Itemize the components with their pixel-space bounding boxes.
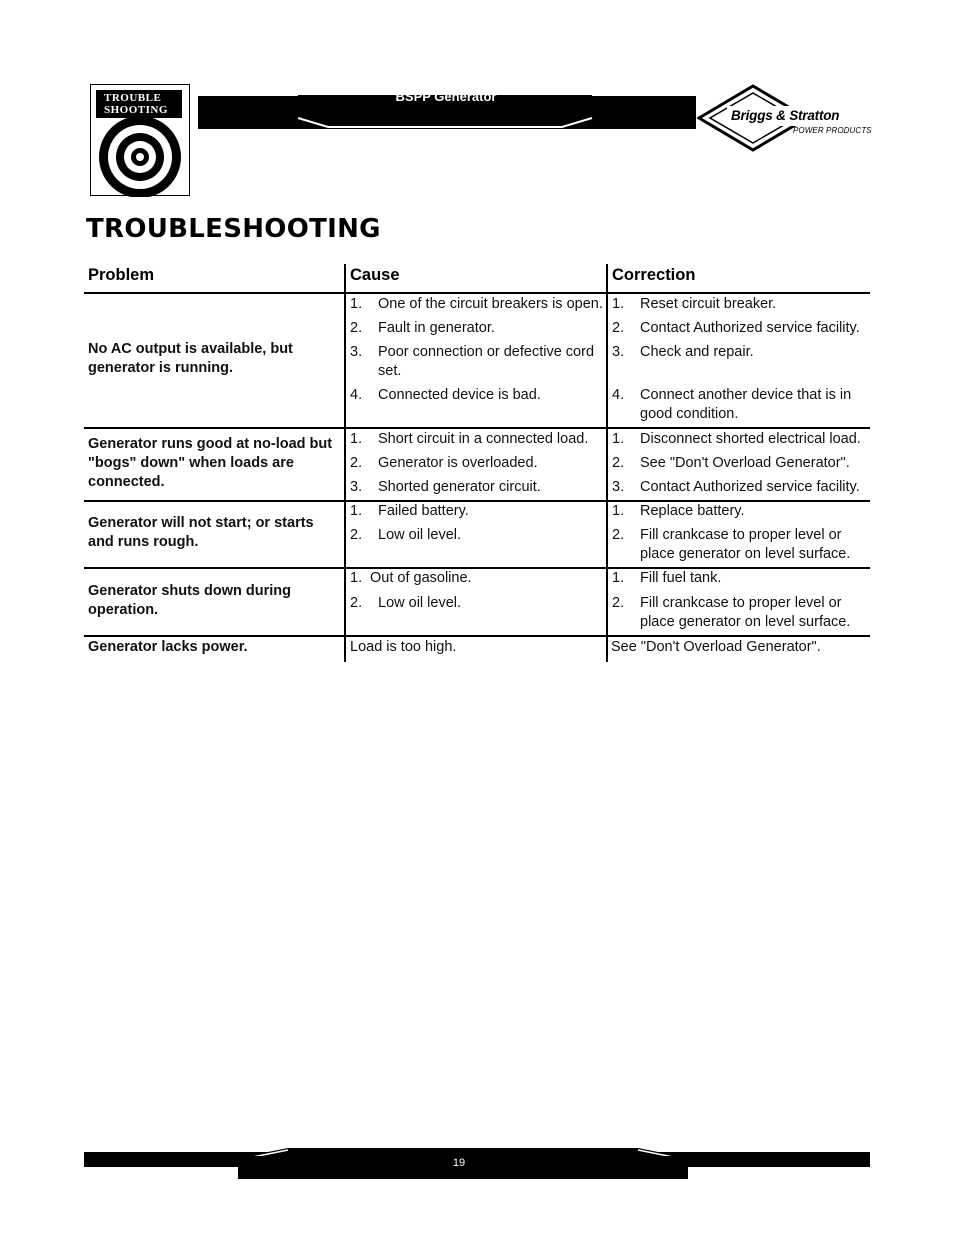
column-divider (344, 264, 346, 662)
correction-num: 1. (612, 296, 625, 312)
cause-num: 1. (350, 431, 363, 447)
cause-text: Failed battery. (378, 503, 469, 519)
cause-text: Shorted generator circuit. (378, 479, 541, 495)
problem-cell: Generator runs good at no-load but "bogs" down" when loads are connected. (88, 436, 333, 490)
cause-text: Generator is overloaded. (378, 455, 538, 471)
correction-num: 2. (612, 527, 625, 543)
badge-line2: SHOOTING (104, 104, 168, 116)
cause-num: 1. (350, 503, 363, 519)
correction-text: See "Don't Overload Generator". (640, 455, 850, 471)
header-problem: Problem (88, 266, 155, 284)
cause-num: 2. (350, 595, 363, 611)
header-banner (198, 89, 696, 129)
target-icon (91, 107, 189, 197)
briggs-stratton-logo (697, 84, 872, 154)
correction-text: Connect another device that is in good condition. (640, 387, 852, 422)
correction-text: Disconnect shorted electrical load. (640, 431, 861, 447)
cause-num: 2. (350, 527, 363, 543)
correction-num: 1. (612, 570, 625, 586)
troubleshooting-badge (90, 84, 190, 196)
correction-text: Fill crankcase to proper level or place generator on level surface. (640, 595, 851, 630)
correction-num: 2. (612, 595, 625, 611)
header-correction: Correction (612, 266, 696, 284)
cause-num: 3. (350, 479, 363, 495)
correction-text: Check and repair. (640, 344, 754, 360)
cause-text: Connected device is bad. (378, 387, 541, 403)
row-divider (84, 427, 870, 429)
cause-text: Low oil level. (378, 527, 462, 543)
correction-text: Fill crankcase to proper level or place generator on level surface. (640, 527, 851, 562)
correction-num: 2. (612, 320, 625, 336)
correction-num: 3. (612, 344, 625, 360)
row-divider (84, 292, 870, 294)
correction-text: See "Don't Overload Generator". (611, 639, 821, 655)
correction-text: Contact Authorized service facility. (640, 479, 860, 495)
problem-cell: No AC output is available, but generator is running. (88, 341, 293, 376)
correction-num: 4. (612, 387, 625, 403)
row-divider (84, 567, 870, 569)
header-cause: Cause (350, 266, 400, 284)
problem-cell: Generator lacks power. (88, 639, 248, 655)
cause-num: 2. (350, 320, 363, 336)
cause-num: 1. (350, 296, 363, 312)
cause-num: 3. (350, 344, 363, 360)
brand-tagline: POWER PRODUCTS (793, 126, 872, 135)
header-title: BSPP Generator (395, 89, 497, 104)
cause-num: 1. (350, 570, 363, 586)
problem-cell: Generator shuts down during operation. (88, 583, 292, 618)
cause-num: 4. (350, 387, 363, 403)
footer-bar (84, 1148, 870, 1180)
badge-line1: TROUBLE (104, 92, 162, 104)
correction-text: Contact Authorized service facility. (640, 320, 860, 336)
cause-text: Fault in generator. (378, 320, 495, 336)
cause-text: One of the circuit breakers is open. (378, 296, 603, 312)
row-divider (84, 635, 870, 637)
correction-text: Replace battery. (640, 503, 745, 519)
correction-num: 2. (612, 455, 625, 471)
problem-cell: Generator will not start; or starts and runs rough. (88, 515, 314, 550)
correction-text: Fill fuel tank. (640, 570, 722, 586)
column-divider (606, 264, 608, 662)
page-title: TROUBLESHOOTING (86, 214, 381, 244)
correction-num: 1. (612, 503, 625, 519)
page-number: 19 (452, 1157, 466, 1169)
correction-num: 3. (612, 479, 625, 495)
cause-text: Poor connection or defective cord set. (378, 344, 595, 379)
cause-text: Short circuit in a connected load. (378, 431, 589, 447)
cause-text: Out of gasoline. (370, 570, 472, 586)
cause-text: Load is too high. (350, 639, 457, 655)
cause-text: Low oil level. (378, 595, 462, 611)
cause-num: 2. (350, 455, 363, 471)
brand-name: Briggs & Stratton (731, 108, 840, 123)
correction-num: 1. (612, 431, 625, 447)
row-divider (84, 500, 870, 502)
correction-text: Reset circuit breaker. (640, 296, 777, 312)
